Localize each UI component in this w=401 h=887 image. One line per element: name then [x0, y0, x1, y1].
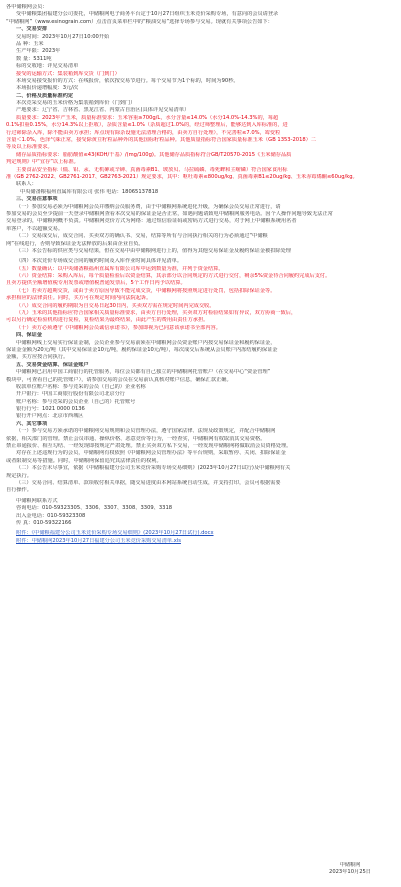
- section-title: 三、交易注意事项: [16, 196, 58, 203]
- text-line: （一）参加交易必须为中储粮网会员并缴纳会员服务费，由于中储粮网系统进化升级，为确保会员交易正常进行，请: [16, 203, 281, 210]
- section-other: [6, 428, 395, 495]
- text-line: 或者限制交易等措施。同时，中储粮网保留追究其法律责任的权利。: [6, 457, 162, 464]
- text-line: 网”在线进行，否则导致保证金无法释放的后果由企业自负。: [6, 240, 144, 247]
- storage-line: 判定规则》中“宜存”以上标准。: [6, 159, 79, 166]
- account-name-line: 收款单位账户名称：参与竞采的会员（自己的）企业名称: [16, 383, 146, 390]
- contact-label: 联系人：: [16, 181, 37, 188]
- text-line: 中储粮网已启用中国工商银行的托管服务，每位会员都有自己独立的中储粮网托管账户（在交易中心“资金管理”: [16, 369, 271, 376]
- intro-line: “中储粮网”（www.esinograin.com）点击首页菜单栏中的“粮油交易”选择专场参与交易。现就有关事项公告如下：: [6, 18, 273, 25]
- attachment-link-rules[interactable]: 附件：《中储粮福建分公司玉米竞价采购专场交易细则》(2023年10月27日试行).docx: [16, 530, 214, 537]
- account-line: 账户名称：参与竞采的会员企业（自己的）托管账号: [16, 398, 136, 405]
- section-trade-arrangement: [6, 34, 395, 93]
- section-title: 二、价格及质量标准约定: [16, 92, 74, 99]
- text-line: （三）交易合同、结算清单、款项收付相关单据，随交易进度由本网站系统自动生成，并支持打印，会员可根据需要: [16, 480, 281, 486]
- contact-pay-phone: 出入金电话：010-59323308: [16, 512, 86, 519]
- intro: [6, 4, 395, 26]
- text-line: （八）成交合同的履约期限为自交易日起30日内，买卖双方需在规定时间内完成交收。: [16, 302, 215, 309]
- attachment-link-list[interactable]: 附件：中储粮网2023年10月27日福建分公司玉米竞价采购交易清单.xls: [16, 537, 181, 544]
- bank-code-line: 银行行号：1021 0000 0136: [16, 406, 85, 413]
- contact-fax: 传 真：010-59322166: [16, 519, 72, 526]
- text-line: 参加交易的会员至少提前一天登录中储粮网查看本次交易的保证金是否正常，如遇问题请致电中储粮网服务电话。因个人操作问题导致无法正常: [6, 210, 333, 217]
- text-line: （六）资金结算：采购入库后，每个质量检验后以资金结算，其余部分以合同规定的方式进行交付，剩余5%资金待合同履约完成后支付。: [16, 273, 331, 280]
- section-title: 五、交易资金结算、保证金账户: [16, 361, 89, 368]
- contact-info: [6, 498, 395, 528]
- text-line: 模块中，可查看自己的托管账户），请参加交易的会员在交易前认真核对账户信息，确保汇款正确。: [6, 376, 232, 383]
- bank-line: 开户银行：中国工商银行股份有限公司北京分行: [16, 391, 125, 398]
- text-line: 本场交易接受报价的方式：在线报价，依次按交易节进行。每个交易节为1个标的，时间为90秒。: [16, 77, 239, 84]
- text-line: 品 种：玉米: [16, 40, 44, 47]
- section-notes: [6, 204, 395, 333]
- text-line: 本次竞采交易的玉米价格为集装箱到库价（门到门）: [16, 100, 136, 107]
- section-title: 四、保证金: [16, 332, 42, 339]
- text-line: 交易登录的，中储粮网概不负责。中储粮网竞价方式为网络：通过短信验证码或密码方式进行交易，对于网上中储粮系统用名者: [6, 218, 297, 225]
- intro-line: 受中储粮集团福建分公司委托，中储粮网电子商务平台定于10月27日组织玉米竞价采购专场，有意向的会员请登录: [16, 11, 279, 18]
- text-line: （四）本次竞价专场成交合同的履约时间及入库作业时间具体详见清单。: [16, 258, 183, 265]
- text-line: 标的交收地：详见交易清单: [16, 63, 79, 70]
- text-line: 单客户，不以超额交易。: [6, 225, 64, 232]
- text-line: 中储粮网线上交易实行保证金制，会员企业参与交易前须在中储粮网会员资金账户内按交易保证金和履约保证金，: [16, 339, 276, 346]
- text-line: 可以另行确定检验机构进行复检，复检结果为最终结果，由此产生的费用由责任方承担。: [6, 317, 209, 324]
- quality-line: 0.1%扣重0.15%，水分14.3%以上拒收），杂质含量≤1.0%（杂质超过1.0%的，经过筛整理后，能够达到入库标准的，进: [6, 122, 288, 129]
- text-line: 产地要求：辽宁省、吉林省、黑龙江省、内蒙古自治区(具体详见交易清单）: [16, 107, 190, 114]
- text-line: （五）数量确认：以中央储备粮福州直属库有限公司库中运到数量为准，并列于资金结算。: [16, 265, 224, 272]
- signature: [329, 862, 371, 877]
- bank-branch-line: 银行开户网点：北京市西城区: [16, 413, 84, 420]
- text-line: （十）卖方必须遵守《中储粮网会员诚信承诺书》，参加即视为已同意该承诺书全部内容。: [16, 324, 221, 331]
- text-line: 承担相应的法律责任。同时，买方可在规定时间内向法院起诉。: [6, 295, 152, 302]
- safety-line: 主要食品安全指标（僵、铅、汞、无机砷或辛砷、真菌毒素B1、玻放贝、马拉硫磷、毒死蜱和主嘧磷）符合国家食用标: [16, 166, 288, 173]
- text-line: （一）参与交易方须承诺的中储粮网交易规则和会员管理办法，遵守国家法律、法规及政策规定，并配合中储粮网: [16, 428, 276, 435]
- section-price-quality: [6, 100, 395, 181]
- text-line: 保证金金额为20元/吨（其中交易保证金10元/吨，履约保证金10元/吨），每次成交后系统从会员账户内冻结履约保证金: [6, 346, 278, 353]
- text-line: （三）本公告标的供应类与交易结果，但在交易中由中储粮网进行上的，值得为其他交易保证金及履约保证金被扣除处理: [16, 247, 291, 254]
- text-line: 禁止串通报价、相互勾结、一经发现即按规定严肃处理。禁止买卖双方私下交易，一经发现中储粮网将做取消会员资格处理。: [6, 443, 292, 450]
- text-line: 本场报价递增幅度：3元/次: [16, 85, 79, 92]
- signature-org: 中储粮网: [339, 862, 361, 868]
- section-title: 一、交易安排: [16, 26, 48, 33]
- text-line: 金额，买方应按合同执行。: [6, 354, 69, 361]
- section-settlement: [6, 369, 395, 421]
- text-line: 对存在上述违规行为的会员，中储粮网有权依照《中储粮网会员管理办法》等平台规则，采取暂停、关闭、扣除保证金: [16, 450, 286, 457]
- attachments: [6, 530, 395, 545]
- safety-line: 准（GB 2762-2022、GB2761-2017、GB2763-2021）规定要求，其中：呕吐毒素≤800ug/kg、真菌毒素B1≤20ug/kg、玉米赤霉烯酮≤60ug/kg。: [6, 173, 358, 180]
- quality-line: 质量要求：2023年产玉米，质量标准要求：玉米容重≥700g/L，水分含量≤14.0%（水分14.0%-14.3%的，每超: [16, 114, 279, 121]
- contact-title: 中储粮网联系方式: [16, 497, 58, 504]
- text-line: （二）交易成交后，成交合同、买卖双方的确认书、交易，结算等所有与合同执行相关的行为必须通过“中储粮: [16, 233, 268, 240]
- contact-phone: 咨询电话：010-59323305、3306、3307、3308、3309、3318: [16, 505, 173, 512]
- text-line: （七）若卖方超期交货，或由于卖方原因导致不能完成交货，中储粮网将按照规定进行处罚，包括扣除保证金等。: [16, 287, 276, 294]
- text-line: 生产年限：2023年: [16, 48, 61, 55]
- text-line: 自行操作。: [6, 487, 32, 494]
- quality-line: 等及以上标准要求。: [6, 144, 53, 151]
- section-deposit: [6, 340, 395, 362]
- signature-date: 2023年10月25日: [329, 869, 371, 876]
- text-line: 交易时间：2023年10月27日10:00开始: [16, 33, 110, 40]
- text-line: （九）玉米的其他指标应符合国家相关质量标准要求，由卖方自行处理，买卖双方对检验结果如有异议，双方协商一致后，: [16, 310, 297, 317]
- salutation: 各中储粮网会员：: [6, 4, 48, 10]
- contact-line: 中央储备粮福州直属库有限公司 张伟 电话：18065137818: [20, 188, 159, 195]
- quality-line: 行过筛除杂入库，除不能由卖方承担；库点现有除杂设施无法清理合格的，由卖方自行处理），不完善粒≤7.0%，霉变粒: [6, 129, 281, 136]
- text-line: 且卖方提供全额增值税专用发票或增值税普通发票后，5个工作日内予以结算。: [6, 280, 186, 287]
- section-title: 六、其它事项: [16, 420, 48, 427]
- text-line: 依据，相关部门的管理。禁止会员串通、操纵价格、恶意竞价等行为，一经查实，中储粮网有权取消其交易资格。: [6, 435, 266, 442]
- transport-line: 接受的运输方式：集装箱到库交货（门到门）: [16, 70, 120, 77]
- text-line: 数 量：5311吨: [16, 55, 52, 62]
- storage-line: 储存品质指标要求：脂肪酸值≤43(KOH/干基）/(mg/100g)。其他储存品质指标符合GB/T20570-2015《玉米储存品质: [16, 151, 292, 158]
- text-line: 规定执行。: [6, 472, 32, 479]
- text-line: （二）本公告未尽事宜，依据《中储粮福建分公司玉米竞价采购专场交易细则》(2023年10月27日试行)及中储粮网有关: [16, 465, 291, 472]
- quality-line: 含量＜1.0%，色泽气味正常，接受除黄豆籽粒品种外的其他国标籽粒品种。其他质量指标符合国家质量标准玉米（GB 1353-2018）二: [6, 137, 317, 144]
